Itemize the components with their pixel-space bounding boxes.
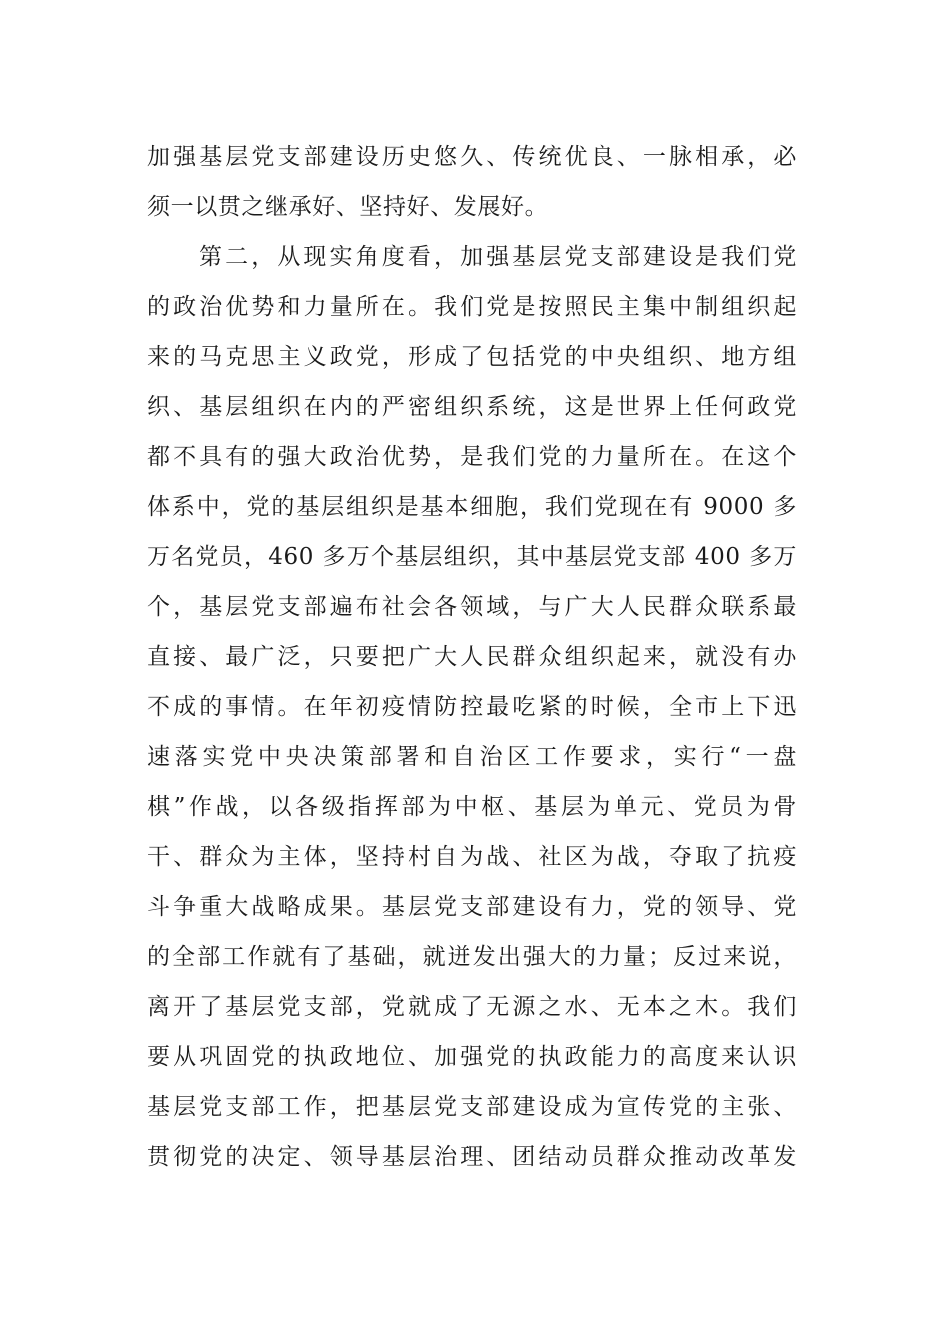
- text-line: 来的马克思主义政党，形成了包括党的中央组织、地方组: [147, 344, 797, 370]
- text-line: 的全部工作就有了基础，就迸发出强大的力量；反过来说，: [147, 944, 797, 970]
- text-line: 须一以贯之继承好、坚持好、发展好。: [147, 194, 549, 220]
- text-line: 速落实党中央决策部署和自治区工作要求，实行“一盘: [147, 744, 797, 770]
- text-line: 离开了基层党支部，党就成了无源之水、无本之木。我们: [147, 994, 797, 1020]
- text-line: 体系中，党的基层组织是基本细胞，我们党现在有 9000 多: [147, 494, 797, 520]
- text-line: 直接、最广泛，只要把广大人民群众组织起来，就没有办: [147, 644, 797, 670]
- text-line: 斗争重大战略成果。基层党支部建设有力，党的领导、党: [147, 894, 797, 920]
- text-line: 万名党员，460 多万个基层组织，其中基层党支部 400 多万: [147, 544, 797, 570]
- text-line: 棋”作战，以各级指挥部为中枢、基层为单元、党员为骨: [147, 794, 797, 820]
- text-line: 个，基层党支部遍布社会各领域，与广大人民群众联系最: [147, 594, 797, 620]
- text-line: 基层党支部工作，把基层党支部建设成为宣传党的主张、: [147, 1094, 797, 1120]
- paragraph-first-line: 第二，从现实角度看，加强基层党支部建设是我们党: [199, 244, 797, 270]
- text-line: 都不具有的强大政治优势，是我们党的力量所在。在这个: [147, 444, 797, 470]
- text-line: 的政治优势和力量所在。我们党是按照民主集中制组织起: [147, 294, 797, 320]
- text-line: 干、群众为主体，坚持村自为战、社区为战，夺取了抗疫: [147, 844, 797, 870]
- body-text: [147, 132, 797, 1182]
- text-line: 织、基层组织在内的严密组织系统，这是世界上任何政党: [147, 394, 797, 420]
- text-line: 贯彻党的决定、领导基层治理、团结动员群众推动改革发: [147, 1144, 797, 1170]
- text-line: 要从巩固党的执政地位、加强党的执政能力的高度来认识: [147, 1044, 797, 1070]
- text-line: 不成的事情。在年初疫情防控最吃紧的时候，全市上下迅: [147, 694, 797, 720]
- text-line: 加强基层党支部建设历史悠久、传统优良、一脉相承，必: [147, 144, 797, 170]
